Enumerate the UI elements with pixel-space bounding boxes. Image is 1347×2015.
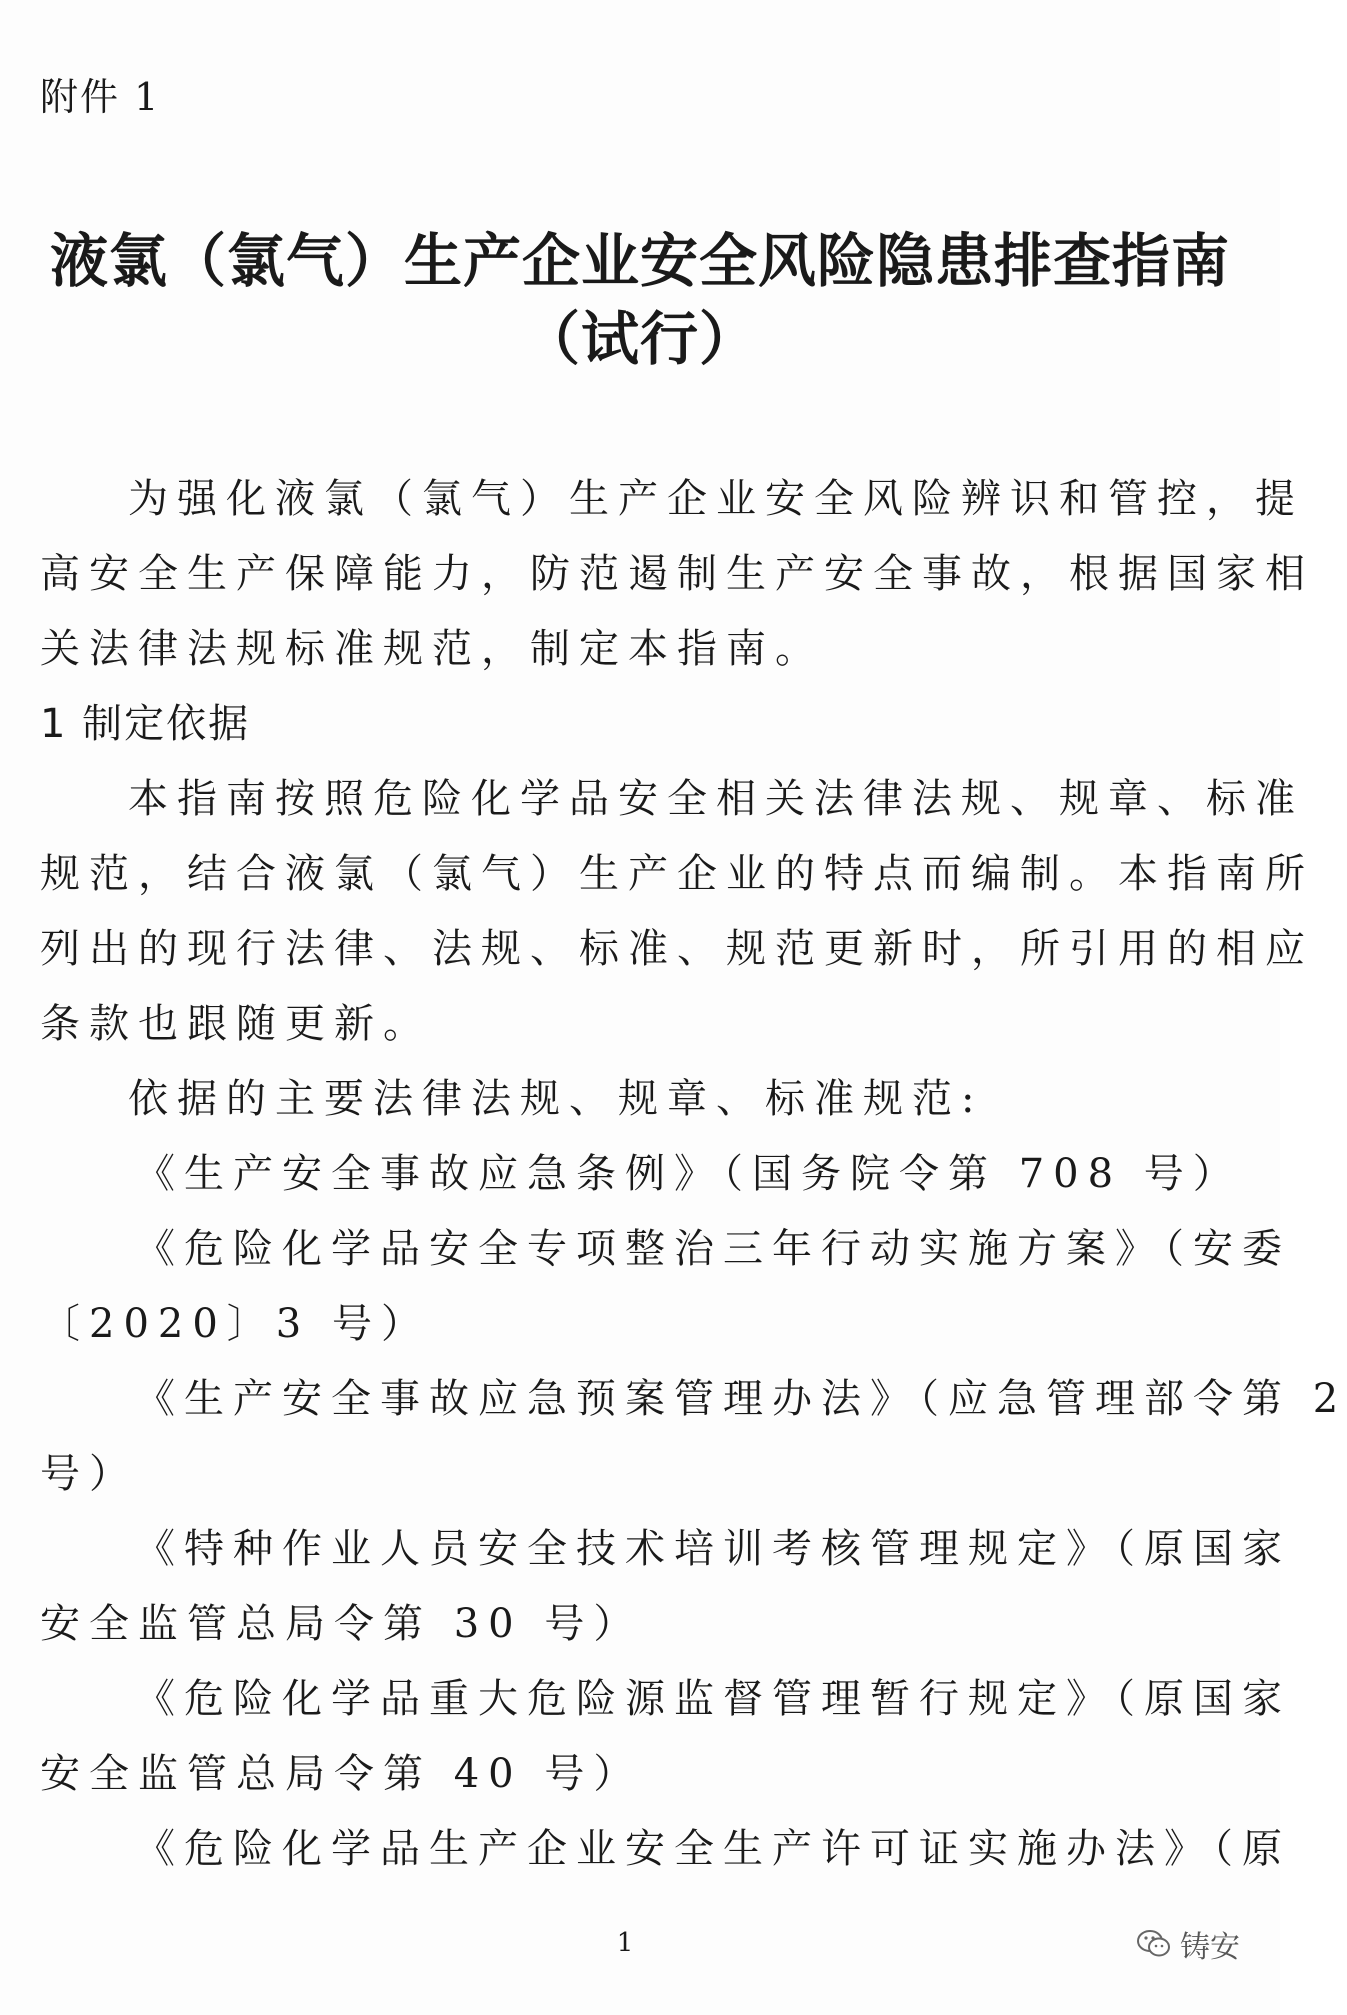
document-subtitle: （试行）	[521, 305, 758, 373]
document-title: 液氯（氯气）生产企业安全风险隐患排查指南	[49, 227, 1230, 295]
reference-line: 安全监管总局令第 30 号）	[40, 1601, 643, 1647]
reference-line: 《危险化学品生产企业安全生产许可证实施办法》（原	[135, 1826, 1291, 1872]
reference-line: 安全监管总局令第 40 号）	[40, 1751, 643, 1797]
paragraph-line: 列出的现行法律、法规、标准、规范更新时，所引用的相应	[40, 926, 1314, 972]
watermark-text: 铸安	[1180, 1930, 1240, 1965]
basis-intro: 依据的主要法律法规、规章、标准规范:	[128, 1076, 984, 1122]
reference-line: 〔2020〕3 号）	[40, 1301, 430, 1347]
attachment-label: 附件 1	[40, 75, 161, 119]
paragraph-line: 规范，结合液氯（氯气）生产企业的特点而编制。本指南所	[40, 851, 1314, 897]
document-body	[40, 462, 1347, 1887]
reference-line: 《危险化学品重大危险源监督管理暂行规定》（原国家	[135, 1676, 1291, 1722]
intro-line: 为强化液氯（氯气）生产企业安全风险辨识和管控，提	[128, 476, 1304, 522]
paragraph-line: 条款也跟随更新。	[40, 1001, 432, 1047]
watermark	[1136, 1922, 1240, 1966]
section-heading: 1 制定依据	[40, 701, 251, 747]
reference-line: 号）	[40, 1451, 138, 1497]
reference-line: 《生产安全事故应急预案管理办法》（应急管理部令第 2	[135, 1376, 1347, 1422]
reference-line: 《生产安全事故应急条例》（国务院令第 708 号）	[135, 1151, 1242, 1197]
reference-line: 《危险化学品安全专项整治三年行动实施方案》（安委	[135, 1226, 1291, 1272]
page-number: 1	[616, 1928, 634, 1958]
intro-line: 关法律法规标准规范，制定本指南。	[40, 626, 824, 672]
wechat-icon	[1136, 1928, 1172, 1960]
paragraph-line: 本指南按照危险化学品安全相关法律法规、规章、标准	[128, 776, 1304, 822]
reference-line: 《特种作业人员安全技术培训考核管理规定》（原国家	[135, 1526, 1291, 1572]
intro-line: 高安全生产保障能力，防范遏制生产安全事故，根据国家相	[40, 551, 1314, 597]
